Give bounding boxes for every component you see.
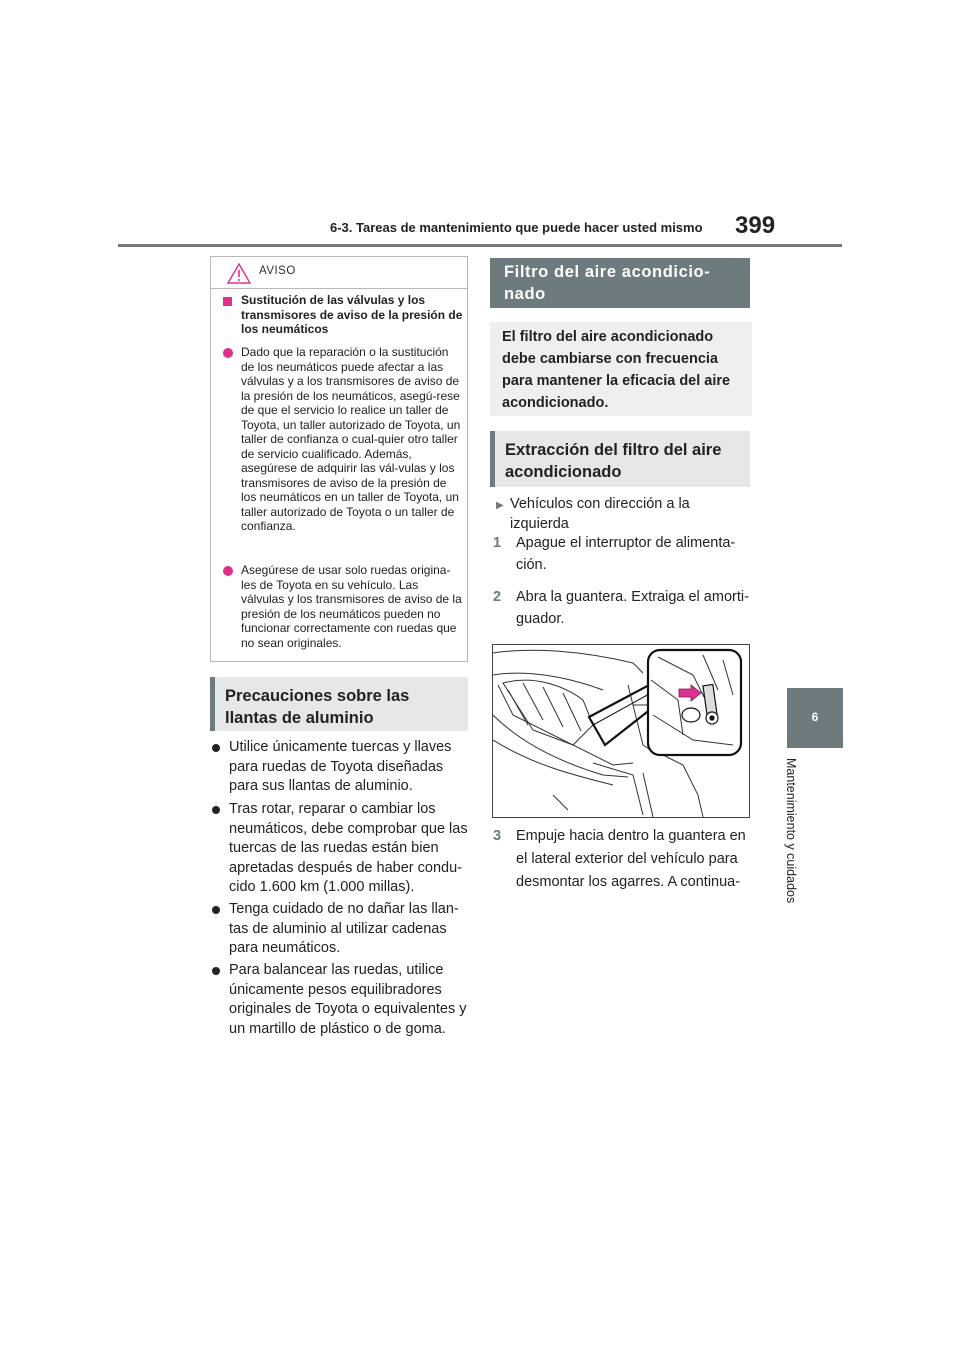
triangle-pointer-icon: ▶: [496, 500, 504, 511]
precaution-bullet: [212, 900, 470, 959]
chapter-label-container: [776, 758, 806, 928]
step-text: Abra la guantera. Extraiga el amorti-guador.: [516, 589, 749, 627]
vehicle-note: Vehículos con dirección a la izquierda: [510, 496, 690, 532]
precaution-text: Tenga cuidado de no dañar las llan-tas de aluminio al utilizar cadenas para neumáticos.: [229, 901, 459, 956]
bullet-dot-icon: [212, 806, 220, 814]
warning-triangle-icon: [227, 263, 251, 284]
precaution-bullet: [212, 961, 470, 1039]
glovebox-illustration: [492, 644, 750, 818]
precaution-bullet: [212, 800, 470, 898]
warning-title: AVISO: [259, 265, 296, 277]
removal-heading: Extracción del filtro del aire acondicionado: [490, 431, 750, 487]
bullet-dot-icon: [212, 744, 220, 752]
header-divider: [118, 244, 842, 247]
page-number: 399: [735, 212, 776, 239]
step-number: 2: [493, 589, 502, 605]
step-number: 3: [493, 828, 502, 844]
precaution-bullet: [212, 738, 470, 797]
chapter-tab: [787, 688, 843, 748]
bullet-dot-icon: [212, 906, 220, 914]
step-number: 1: [493, 535, 502, 551]
bullet-dot-icon: [212, 967, 220, 975]
glovebox-drawing: [493, 645, 749, 817]
precaution-text: Utilice únicamente tuercas y llaves para ruedas de Toyota diseñadas para sus llantas de aluminio.: [229, 739, 452, 794]
filter-intro: El filtro del aire acondicionado debe cambiarse con frecuencia para mantener la eficacia del aire acondicionado.: [490, 322, 752, 416]
square-bullet-icon: [223, 295, 232, 310]
step-text: Apague el interruptor de alimenta-ción.: [516, 535, 736, 573]
precaution-text: Tras rotar, reparar o cambiar los neumáticos, debe comprobar que las tuercas de las ruedas están bien apretadas después de haber condu-cido 1.600 km (1.000 millas).: [229, 801, 468, 895]
step-text: Empuje hacia dentro la guantera en el lateral exterior del vehículo para desmontar los agarres. A continua-: [516, 828, 746, 890]
filter-heading: Filtro del aire acondicio-nado: [490, 258, 750, 308]
warning-item-text: Dado que la reparación o la sustitución de los neumáticos puede afectar a las válvulas y a los transmisores de aviso de la presión de los neumáticos, asegú-rese de que el servicio lo realice un taller de Toyota, un taller autorizado de Toyota, un taller de confianza o cual-quier otro taller de servicio cualificado. Además, asegúrese de adquirir las vál-vulas y los transmisores de aviso de la presión de los neumáticos en un taller de Toyota, un taller autorizado de Toyota o un taller de confianza.: [241, 345, 461, 533]
precautions-heading: Precauciones sobre las llantas de aluminio: [210, 677, 468, 731]
warning-box: [210, 256, 468, 662]
warning-heading: [223, 293, 463, 337]
warning-item: [223, 563, 463, 650]
warning-heading-text: Sustitución de las válvulas y los transmisores de aviso de la presión de los neumáticos: [241, 293, 463, 336]
chapter-title: Mantenimiento y cuidados: [784, 758, 798, 904]
warning-item: [223, 345, 463, 534]
section-title: 6-3. Tareas de mantenimiento que puede hacer usted mismo: [330, 220, 703, 235]
dot-bullet-icon: [223, 565, 233, 580]
warning-header: [211, 257, 467, 289]
chapter-number: 6: [811, 710, 819, 724]
warning-item-text: Asegúrese de usar solo ruedas origina-les de Toyota en su vehículo. Las válvulas y los transmisores de aviso de la presión de los neumáticos pueden no funcionar correctamente con ruedas que no sean originales.: [241, 563, 462, 650]
dot-bullet-icon: [223, 347, 233, 362]
precaution-text: Para balancear las ruedas, utilice únicamente pesos equilibradores originales de Toyota o equivalentes y un martillo de plástico o de goma.: [229, 962, 467, 1037]
